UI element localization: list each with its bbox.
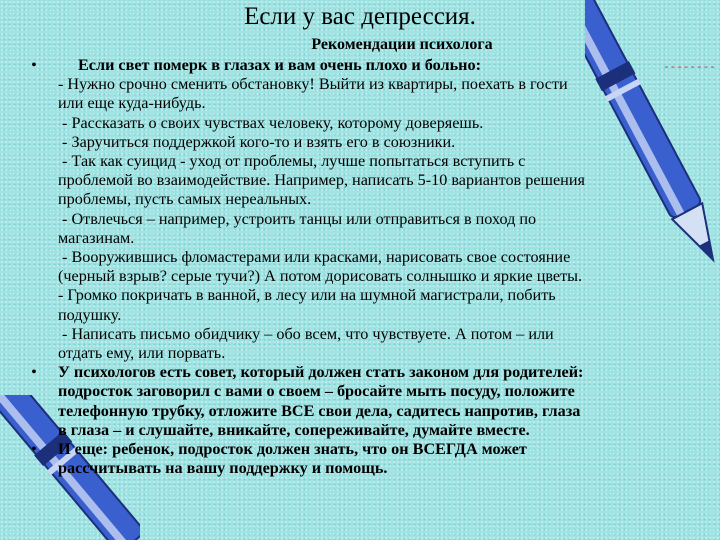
bullet-1-line: - Заручиться поддержкой кого-то и взять его в союзники. <box>58 132 456 151</box>
bullet-3-line: рассчитывать на вашу поддержку и помощь. <box>58 459 388 478</box>
bullet-item-2 <box>31 363 718 440</box>
bullet-1-line: (черный взрыв? серые тучи?) А потом дорисовать солнышко и яркие цветы. <box>58 267 583 286</box>
dash-line: -------- <box>663 62 716 74</box>
bullet-1-line: или еще куда-нибудь. <box>58 94 206 113</box>
bullet-1-line: проблемой во взаимодействие. Например, написать 5-10 вариантов решения <box>58 171 585 190</box>
bullet-1-line: - Отвлечься – например, устроить танцы или отправиться в поход по <box>58 209 537 228</box>
bullet-1-line: подушку. <box>58 305 122 324</box>
bullet-2-line: подросток заговорил с вами о своем – бросайте мыть посуду, положите <box>58 382 575 401</box>
bullet-3-line: И еще: ребенок, подросток должен знать, что он ВСЕГДА может <box>58 440 527 459</box>
bullet-1-line: - Рассказать о своих чувствах человеку, которому доверяешь. <box>58 113 484 132</box>
bullet-item-3 <box>31 440 718 478</box>
bullet-1-line: отдать ему, или порвать. <box>58 344 226 363</box>
bullet-1-line: - Нужно срочно сменить обстановку! Выйти из квартиры, поехать в гости <box>58 75 568 94</box>
slide-title: Если у вас депрессия. <box>244 3 476 30</box>
bullet-2-line: телефонную трубку, отложите ВСЕ свои дела, садитесь напротив, глаза <box>58 401 581 420</box>
bullet-marker: • <box>31 440 37 459</box>
bullet-2-line: в глаза – и слушайте, вникайте, сопереживайте, думайте вместе. <box>58 420 530 439</box>
bullet-list <box>31 56 718 478</box>
bullet-1-line: - Вооружившись фломастерами или красками, нарисовать свое состояние <box>58 248 571 267</box>
bullet-1-line: проблемы, пусть самых нереальных. <box>58 190 312 209</box>
bullet-1-line: - Так как суицид - уход от проблемы, лучше попытаться вступить с <box>58 152 526 171</box>
bullet-1-line: магазинам. <box>58 228 135 247</box>
bullet-1-heading: Если свет померк в глазах и вам очень плохо и больно: <box>78 56 481 74</box>
slide-subtitle: Рекомендации психолога <box>311 36 493 53</box>
bullet-marker: • <box>31 363 37 382</box>
bullet-marker: • <box>31 56 37 74</box>
bullet-1-line: - Написать письмо обидчику – обо всем, что чувствуете. А потом – или <box>58 324 554 343</box>
bullet-2-line: У психологов есть совет, который должен стать законом для родителей: <box>58 363 584 382</box>
bullet-item-1 <box>31 56 718 363</box>
bullet-1-line: - Громко покричать в ванной, в лесу или на шумной магистрали, побить <box>58 286 556 305</box>
